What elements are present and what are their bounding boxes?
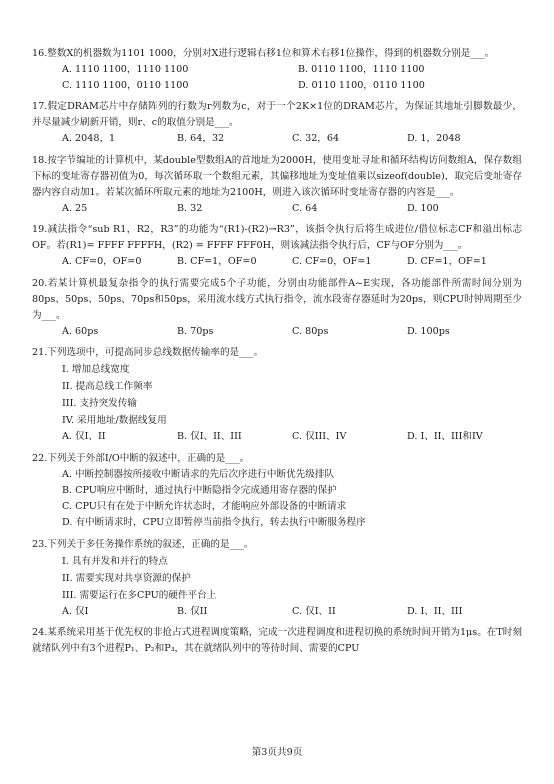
statement: III. 支持突发传输 [62, 398, 138, 409]
question-24 [32, 625, 522, 657]
question-22 [32, 451, 522, 531]
question-17 [32, 99, 522, 147]
option-d[interactable]: D. 1，2048 [407, 133, 461, 144]
options [32, 429, 522, 445]
statements [32, 553, 522, 604]
question-stem: 21.下列选项中，可提高同步总线数据传输率的是___。 [32, 347, 264, 358]
option-c[interactable]: C. 1110 1100，0110 1100 [62, 79, 189, 91]
option-b[interactable]: B. 仅I、II、III [177, 431, 242, 442]
question-stem: 24.某系统采用基于优先权的非抢占式进程调度策略，完成一次进程调度和进程切换的系统时间开销为1μs。在T时刻就绪队列中有3个进程P₁、P₂和P₃，其在就绪队列中的等待时间、需要的CPU [32, 627, 522, 654]
options [32, 324, 522, 340]
question-stem: 20.若某计算机最复杂指令的执行需要完成5个子功能，分别由功能部件A~E实现，各功能部件所需时间分别为80ps、50ps、50ps、70ps和50ps，采用流水线方式执行指令，流水段寄存器延时为20ps，则CPU时钟周期至少为___。 [32, 277, 522, 321]
option-b[interactable]: B. 仅II [177, 605, 208, 617]
question-20 [32, 276, 522, 340]
option-a[interactable]: A. 2048，1 [62, 133, 116, 144]
options [32, 604, 522, 620]
statement: I. 增加总线宽度 [62, 364, 130, 375]
option-a[interactable]: A. 60ps [62, 325, 99, 337]
option-d[interactable]: D. 100 [407, 202, 439, 214]
option-b[interactable]: B. 70ps [177, 325, 214, 337]
option-b[interactable]: B. CPU响应中断时，通过执行中断隐指令完成通用寄存器的保护 [62, 484, 337, 496]
option-d[interactable]: D. 100ps [407, 325, 450, 337]
option-c[interactable]: C. CF=0，OF=1 [292, 256, 372, 267]
question-stem: 19.减法指令“sub R1，R2，R3”的功能为“(R1)-(R2)→R3”，该指令执行后将生成进位/借位标志CF和溢出标志OF。若(R1)= FFFF FFFFH，(R2) = FFFF FFF0H，则该减法指令执行后，CF与OF分别为___。 [32, 224, 522, 251]
option-c[interactable]: C. 80ps [292, 325, 329, 337]
statement: IV. 采用地址/数据线复用 [62, 415, 167, 426]
options [32, 254, 522, 270]
statement: II. 提高总线工作频率 [62, 381, 153, 392]
options [32, 131, 522, 147]
option-c[interactable]: C. 64 [292, 202, 318, 214]
option-a[interactable]: A. 仅I [62, 605, 89, 617]
option-d[interactable]: D. I、II、III和IV [407, 431, 483, 442]
question-stem: 23.下列关于多任务操作系统的叙述，正确的是___。 [32, 538, 254, 550]
option-d[interactable]: D. 0110 1100，0110 1100 [298, 79, 425, 91]
option-a[interactable]: A. 1110 1100，1110 1100 [62, 64, 189, 75]
question-18 [32, 153, 522, 217]
question-stem: 18.按字节编址的计算机中，某double型数组A的首地址为2000H，使用变址寻址和循环结构访问数组A，保存数组下标的变址寄存器初值为0，每次循环取一个数组元素，其偏移地址为变址值乘以sizeof(double)，取完后变址寄存器内容自动加1。若某次循环所取元素的地址为2100H，则进入该次循环时变址寄存器的内容是___。 [32, 154, 522, 198]
option-b[interactable]: B. 0110 1100，1110 1100 [298, 64, 425, 75]
options [32, 62, 522, 93]
option-d[interactable]: D. 有中断请求时，CPU立即暂停当前指令执行，转去执行中断服务程序 [62, 516, 366, 528]
page-number: 第3页共9页 [251, 747, 303, 758]
option-c[interactable]: C. CPU只有在处于中断允许状态时，才能响应外部设备的中断请求 [62, 500, 347, 512]
option-c[interactable]: C. 仅III、IV [292, 431, 347, 442]
option-d[interactable]: D. I、II、III [407, 605, 463, 617]
options [32, 467, 522, 531]
question-stem: 16.整数X的机器数为1101 1000，分别对X进行逻辑右移1位和算术右移1位操作，得到的机器数分别是___。 [32, 48, 495, 59]
statement: II. 需要实现对共享资源的保护 [62, 572, 191, 584]
option-b[interactable]: B. CF=1，OF=0 [177, 256, 257, 267]
statement: III. 需要运行在多CPU的硬件平台上 [62, 589, 217, 601]
option-a[interactable]: A. 中断控制器按所接收中断请求的先后次序进行中断优先级排队 [62, 468, 335, 480]
question-21 [32, 345, 522, 445]
option-c[interactable]: C. 32，64 [292, 133, 340, 144]
question-stem: 22.下列关于外部I/O中断的叙述中，正确的是___。 [32, 452, 250, 464]
option-c[interactable]: C. 仅I、II [292, 605, 336, 617]
statements [32, 361, 522, 429]
option-a[interactable]: A. 25 [62, 202, 88, 214]
option-b[interactable]: B. 32 [177, 202, 203, 214]
option-a[interactable]: A. CF=0，OF=0 [62, 256, 142, 267]
options [32, 201, 522, 217]
question-23 [32, 537, 522, 620]
statement: I. 具有并发和并行的特点 [62, 555, 168, 567]
question-19 [32, 222, 522, 270]
question-stem: 17.假定DRAM芯片中存储阵列的行数为r列数为c，对于一个2K×1位的DRAM芯片，为保证其地址引脚数最少，并尽量减少刷新开销，则r、c的取值分别是___。 [32, 101, 522, 128]
question-16 [32, 46, 522, 93]
option-d[interactable]: D. CF=1，OF=1 [407, 256, 487, 267]
option-b[interactable]: B. 64，32 [177, 133, 225, 144]
option-a[interactable]: A. 仅I、II [62, 431, 106, 442]
